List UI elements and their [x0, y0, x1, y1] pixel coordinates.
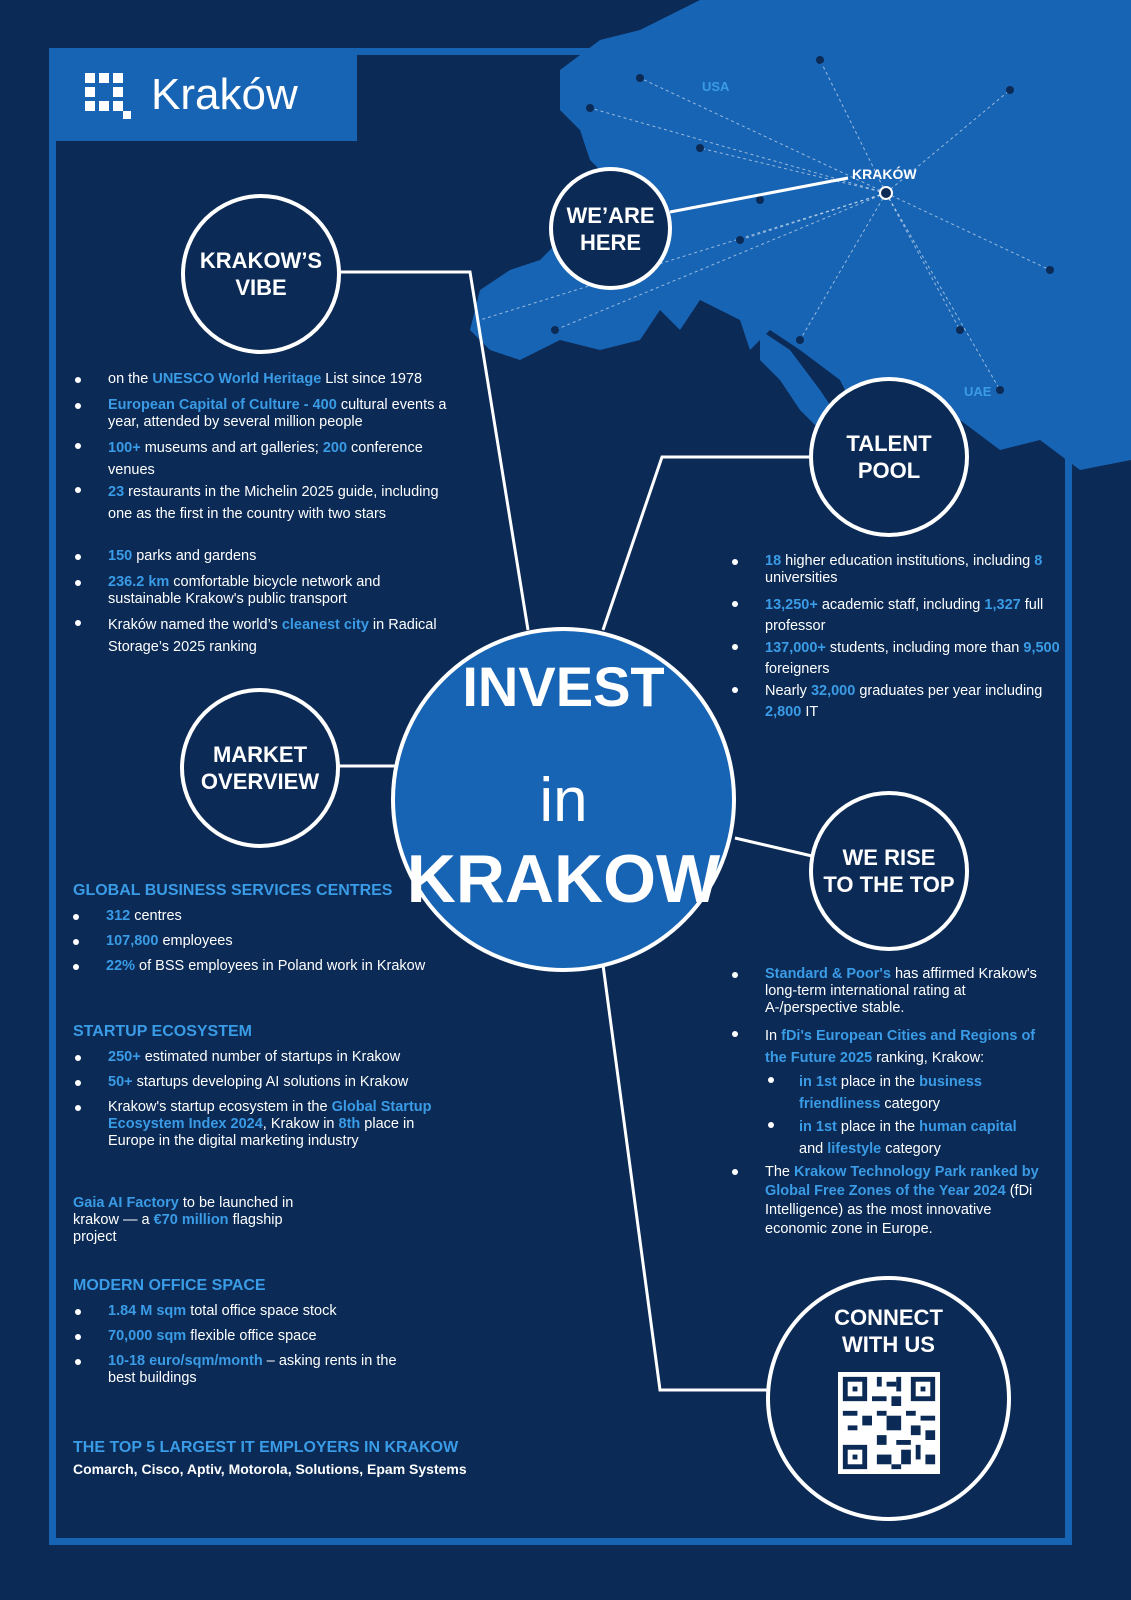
- body-text: parks and gardens: [132, 548, 257, 564]
- body-text: flexible office space: [186, 1328, 317, 1344]
- list-item: [799, 1071, 1039, 1116]
- list-item: [765, 966, 1045, 1025]
- map-label-uae: UAE: [964, 384, 992, 399]
- highlight-text: cleanest city: [281, 617, 369, 633]
- body-text: comfortable bicycle network and sustainable Krakow's public transport: [108, 574, 381, 607]
- body-text: ranking, Krakow:: [872, 1050, 985, 1066]
- office-title: MODERN OFFICE SPACE: [73, 1277, 266, 1294]
- body-text: Kraków named the world’s: [108, 617, 282, 633]
- body-text: category: [880, 1096, 941, 1112]
- list-item: [108, 574, 453, 614]
- top5-title: THE TOP 5 LARGEST IT EMPLOYERS IN KRAKOW: [73, 1439, 459, 1456]
- circle-krakows-vibe-label: KRAKOW’S VIBE: [199, 248, 323, 300]
- map-label-krakow: KRAKÓW: [852, 166, 917, 182]
- list-item: [765, 1025, 1045, 1069]
- body-text: estimated number of startups in Krakow: [140, 1049, 401, 1065]
- body-text: total office space stock: [186, 1303, 337, 1319]
- body-text: restaurants in the Michelin 2025 guide, including one as the first in the country with two stars: [108, 484, 439, 522]
- highlight-text: 23: [108, 484, 125, 500]
- body-text: universities: [765, 570, 838, 586]
- brand-name: Kraków: [151, 70, 298, 119]
- body-text: to be launched in krakow — a: [73, 1195, 294, 1228]
- body-text: academic staff, including: [817, 597, 985, 613]
- body-text: foreigners: [765, 661, 830, 677]
- list-item: [108, 1353, 408, 1393]
- highlight-text: 2,800: [765, 704, 802, 720]
- circle-market-overview-label: MARKET OVERVIEW: [200, 742, 320, 794]
- gbs-list: [106, 908, 466, 983]
- body-text: place in the: [836, 1074, 920, 1090]
- highlight-text: Krakow Technology Park ranked by Global Free Zones of the Year 2024: [765, 1164, 1039, 1199]
- circle-we-rise-label: WE RISE TO THE TOP: [823, 845, 955, 897]
- hub-title-invest: INVEST: [462, 655, 665, 718]
- highlight-text: Gaia AI Factory: [73, 1195, 179, 1211]
- qr-code-icon[interactable]: [838, 1372, 940, 1474]
- list-item: [106, 908, 466, 933]
- body-text: and: [799, 1141, 828, 1157]
- body-text: place in Europe in the digital marketing industry: [108, 1116, 415, 1149]
- highlight-text: in 1st: [799, 1119, 837, 1135]
- body-text: has affirmed Krakow's long-term international rating at A-/perspective stable.: [765, 966, 1037, 1016]
- list-item: [108, 1303, 408, 1328]
- highlight-text: 107,800: [106, 933, 159, 949]
- body-text: conference venues: [108, 440, 423, 478]
- startup-title: STARTUP ECOSYSTEM: [73, 1023, 252, 1040]
- rise-list-tail: [765, 1163, 1045, 1239]
- gbs-title: GLOBAL BUSINESS SERVICES CENTRES: [73, 882, 393, 899]
- body-text: on the: [108, 371, 153, 387]
- highlight-text: €70 million: [153, 1212, 229, 1228]
- highlight-text: Global Startup Ecosystem Index 2024: [108, 1099, 432, 1132]
- highlight-text: fDi's European Cities and Regions of the Future 2025: [765, 1028, 1036, 1066]
- body-text: cultural events a year, attended by several million people: [108, 397, 447, 430]
- highlight-text: 8th: [338, 1116, 361, 1132]
- hub-title-krakow: KRAKOW: [406, 841, 721, 917]
- body-text: full professor: [765, 597, 1044, 634]
- rise-sub-list: [799, 1071, 1039, 1161]
- list-item: [108, 1099, 453, 1151]
- highlight-text: European Capital of Culture - 400: [108, 397, 337, 413]
- gaia-text: [73, 1195, 313, 1246]
- body-text: museums and art galleries;: [140, 440, 323, 456]
- highlight-text: 32,000: [810, 683, 856, 699]
- highlight-text: 236.2 km: [108, 574, 170, 590]
- highlight-text: lifestyle: [827, 1141, 882, 1157]
- list-item: [765, 595, 1065, 638]
- map-label-usa: USA: [702, 79, 730, 94]
- list-item: [108, 548, 453, 574]
- list-item: [108, 397, 453, 437]
- highlight-text: 1,327: [984, 597, 1021, 613]
- list-item: [108, 1074, 453, 1099]
- body-text: IT: [801, 704, 819, 720]
- body-text: (fDi Intelligence) as the most innovative economic zone in Europe.: [765, 1183, 1033, 1237]
- list-item: [765, 681, 1065, 724]
- highlight-text: 10-18 euro/sqm/month: [108, 1353, 263, 1369]
- highlight-text: 150: [108, 548, 133, 564]
- body-text: students, including more than: [825, 640, 1024, 656]
- list-item: [106, 933, 466, 958]
- list-item: [799, 1116, 1039, 1161]
- body-text: graduates per year including: [855, 683, 1043, 699]
- list-item: [108, 481, 453, 548]
- body-text: higher education institutions, including: [781, 553, 1035, 569]
- highlight-text: 137,000+: [765, 640, 826, 656]
- body-text: – asking rents in the best buildings: [108, 1353, 397, 1386]
- highlight-text: 1.84 M sqm: [108, 1303, 187, 1319]
- body-text: in Radical Storage’s 2025 ranking: [108, 617, 437, 655]
- vibe-list: [108, 371, 453, 654]
- circle-connect-label: CONNECT WITH US: [834, 1305, 943, 1357]
- highlight-text: UNESCO World Heritage: [152, 371, 322, 387]
- list-item: [108, 371, 453, 397]
- top5-text: Comarch, Cisco, Aptiv, Motorola, Solutions, Epam Systems: [73, 1461, 467, 1477]
- list-item: [108, 1328, 408, 1353]
- body-text: employees: [158, 933, 233, 949]
- body-text: Krakow's startup ecosystem in the: [108, 1099, 332, 1115]
- list-item: [108, 1049, 453, 1074]
- highlight-text: 312: [106, 908, 131, 924]
- highlight-text: business friendliness: [799, 1074, 982, 1112]
- body-text: place in the: [836, 1119, 920, 1135]
- office-list: [108, 1303, 408, 1393]
- body-text: centres: [130, 908, 182, 924]
- startup-list: [108, 1049, 453, 1151]
- list-item: [765, 553, 1065, 595]
- highlight-text: 8: [1034, 553, 1043, 569]
- body-text: category: [881, 1141, 941, 1157]
- highlight-text: 70,000 sqm: [108, 1328, 187, 1344]
- highlight-text: 22%: [106, 958, 136, 974]
- highlight-text: 50+: [108, 1074, 133, 1090]
- body-text: Nearly: [765, 683, 811, 699]
- body-text: of BSS employees in Poland work in Krakow: [135, 958, 426, 974]
- body-text: The: [765, 1164, 795, 1180]
- highlight-text: 250+: [108, 1049, 141, 1065]
- circle-talent-pool-label: TALENT POOL: [846, 431, 932, 483]
- list-item: [108, 614, 453, 654]
- body-text: In: [765, 1028, 782, 1044]
- list-item: [106, 958, 466, 983]
- list-item: [765, 1163, 1045, 1239]
- highlight-text: human capital: [919, 1119, 1017, 1135]
- highlight-text: Standard & Poor's: [765, 966, 891, 982]
- rise-list: [765, 966, 1045, 1069]
- body-text: , Krakow in: [262, 1116, 339, 1132]
- highlight-text: 13,250+: [765, 597, 818, 613]
- circle-we-are-here-label: WE’ARE HERE: [566, 202, 655, 255]
- list-item: [108, 437, 453, 481]
- highlight-text: in 1st: [799, 1074, 837, 1090]
- list-item: [765, 638, 1065, 681]
- body-text: startups developing AI solutions in Krakow: [132, 1074, 409, 1090]
- highlight-text: 9,500: [1023, 640, 1060, 656]
- highlight-text: 200: [322, 440, 348, 456]
- highlight-text: 100+: [108, 440, 141, 456]
- hub-title-in: in: [539, 766, 588, 835]
- talent-list: [765, 553, 1065, 724]
- body-text: List since 1978: [321, 371, 423, 387]
- body-text: flagship project: [73, 1212, 283, 1245]
- highlight-text: 18: [765, 553, 782, 569]
